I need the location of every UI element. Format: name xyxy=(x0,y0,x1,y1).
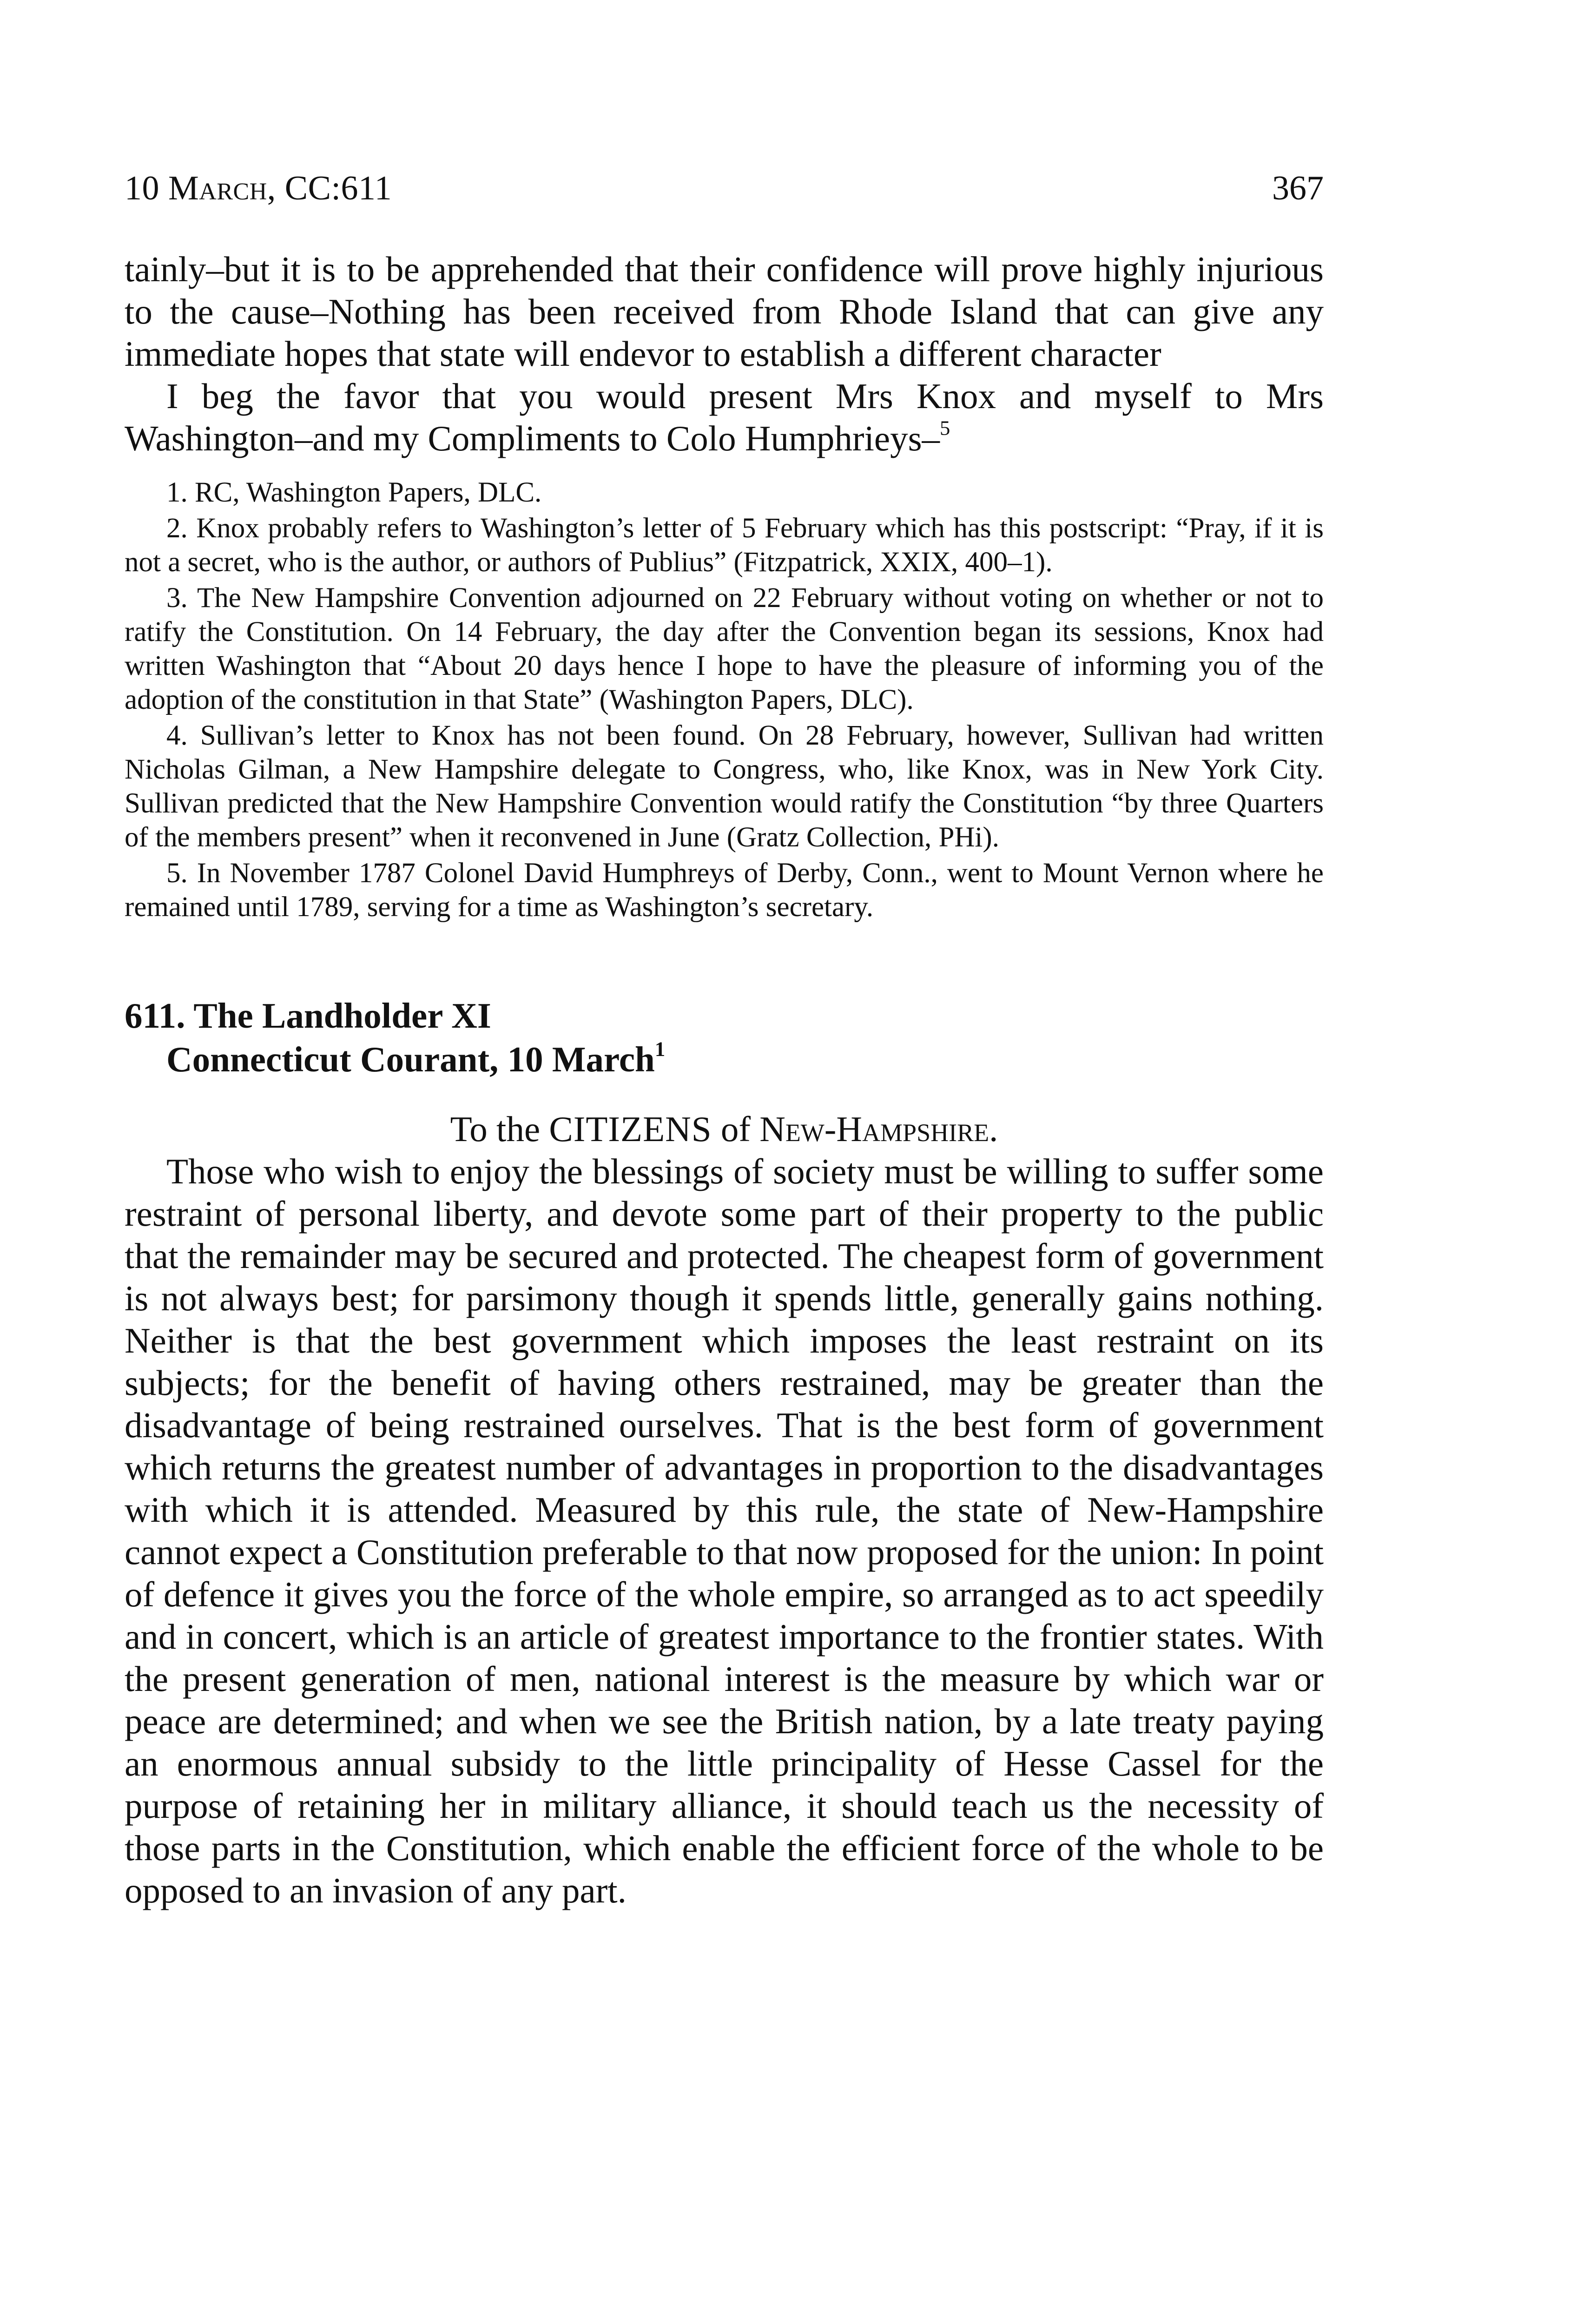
document-source: Connecticut Courant, 10 March xyxy=(166,1039,655,1079)
letter-paragraph-closing xyxy=(125,375,1324,460)
running-head-suffix: , CC:611 xyxy=(267,169,392,207)
running-head xyxy=(125,167,1324,214)
footnote-4: 4. Sullivan’s letter to Knox has not been found. On 28 February, however, Sullivan had written Nicholas Gilman, a New Hampshire delegate to Congress, who, like Knox, was in New York City. Sullivan predicted that the New Hampshire Convention would ratify the Constitution “by three Quarters of the members present” when it reconvened in June (Gratz Collection, PHi). xyxy=(125,720,1324,853)
address-middle: of xyxy=(712,1109,760,1149)
running-head-date xyxy=(125,167,392,209)
letter-closing-text: I beg the favor that you would present Mrs Knox and myself to Mrs Washington–and my Compliments to Colo Humphrieys– xyxy=(125,376,1324,458)
footnote-2: 2. Knox probably refers to Washington’s letter of 5 February which has this postscript: “Pray, if it is not a secret, who is the author, or authors of Publius” (Fitzpatrick, XXIX, 400–1). xyxy=(125,513,1324,578)
footnote-5: 5. In November 1787 Colonel David Humphreys of Derby, Conn., went to Mount Vernon where he remained until 1789, serving for a time as Washington’s secretary. xyxy=(125,858,1324,923)
address-state: New-Hampshire. xyxy=(759,1109,998,1149)
address-line xyxy=(125,1108,1324,1150)
footnote-1: 1. RC, Washington Papers, DLC. xyxy=(166,477,542,508)
footnote-ref-5: 5 xyxy=(940,416,950,440)
document-heading: 611. The Landholder XI xyxy=(125,996,491,1036)
page-number: 367 xyxy=(1272,169,1324,207)
book-page xyxy=(125,167,1324,1912)
running-head-month: March xyxy=(168,169,267,207)
address-citizens: CITIZENS xyxy=(549,1109,712,1149)
running-head-prefix: 10 xyxy=(125,169,168,207)
footnotes xyxy=(125,475,1324,924)
footnote-ref-1: 1 xyxy=(654,1037,666,1061)
letter-paragraph-continued: tainly–but it is to be apprehended that their confidence will prove highly injurious to the cause–Nothing has been received from Rhode Island that can give any immediate hopes that state will endevor to establish a different character xyxy=(125,249,1324,374)
address-prefix: To the xyxy=(450,1109,549,1149)
document-subheading xyxy=(125,1037,1324,1081)
footnote-3: 3. The New Hampshire Convention adjourned on 22 February without voting on whether or not to ratify the Constitution. On 14 February, the day after the Convention began its sessions, Knox had written Washington that “About 20 days hence I hope to have the pleasure of informing you of the adoption of the constitution in that State” (Washington Papers, DLC). xyxy=(125,582,1324,715)
document-body: Those who wish to enjoy the blessings of society must be willing to suffer some restraint of personal liberty, and devote some part of their property to the public that the remainder may be secured and protected. The cheapest form of government is not always best; for parsimony though it spends little, generally gains nothing. Neither is that the best government which imposes the least restraint on its subjects; for the benefit of having others restrained, may be greater than the disadvantage of being restrained ourselves. That is the best form of government which returns the greatest number of advantages in proportion to the disadvantages with which it is attended. Measured by this rule, the state of New-Hampshire cannot expect a Constitution preferable to that now proposed for the union: In point of defence it gives you the force of the whole empire, so arranged as to act speedily and in concert, which is an article of greatest importance to the frontier states. With the present generation of men, national interest is the measure by which war or peace are determined; and when we see the British nation, by a late treaty paying an enormous annual subsidy to the little principality of Hesse Cassel for the purpose of retaining her in military alliance, it should teach us the necessity of those parts in the Constitution, which enable the efficient force of the whole to be opposed to an invasion of any part. xyxy=(125,1151,1324,1910)
